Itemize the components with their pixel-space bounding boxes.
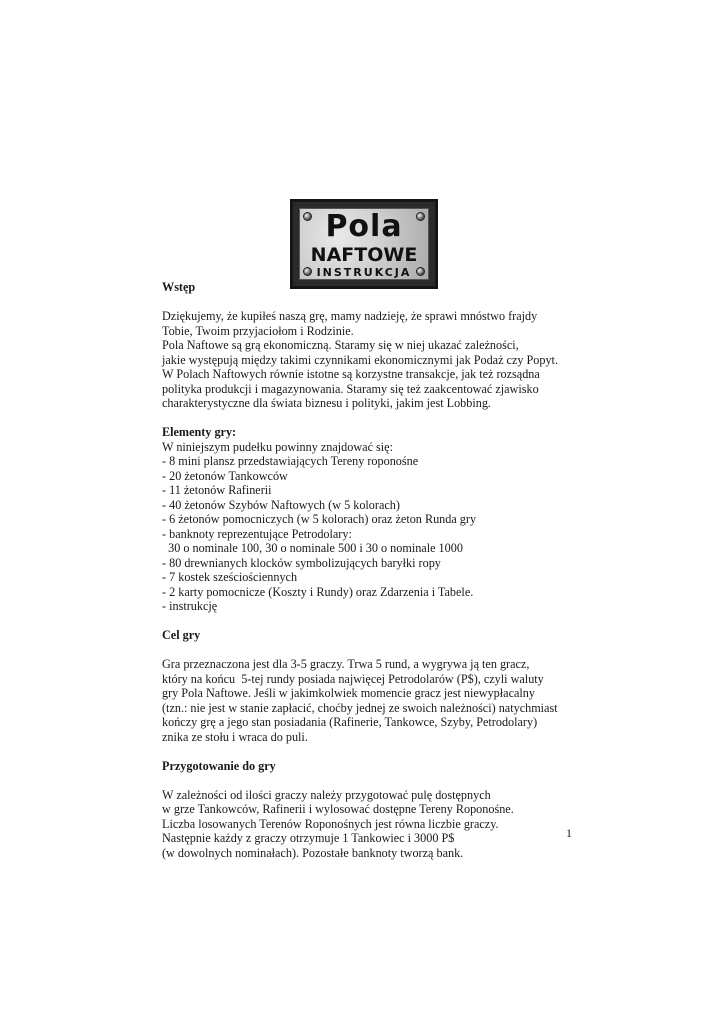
- document-body: [162, 280, 582, 860]
- logo-title: Pola: [325, 209, 403, 244]
- text-line: znika ze stołu i wraca do puli.: [162, 729, 308, 744]
- text-line: Dziękujemy, że kupiłeś naszą grę, mamy nadzieję, że sprawi mnóstwo frajdy: [162, 309, 538, 323]
- list-item: - 40 żetonów Szybów Naftowych (w 5 kolorach): [162, 497, 400, 512]
- section-heading-elements: Elementy gry:: [162, 425, 237, 439]
- logo-subtitle: NAFTOWE: [310, 244, 418, 266]
- list-item: 30 o nominale 100, 30 o nominale 500 i 30 o nominale 1000: [162, 541, 463, 555]
- list-item: - 2 karty pomocnicze (Koszty i Rundy) oraz Zdarzenia i Tabele.: [162, 584, 474, 599]
- goal-text: [162, 657, 582, 744]
- text-line: który na końcu 5-tej rundy posiada najwięcej Petrodolarów (P$), czyli waluty: [162, 671, 544, 686]
- list-item: - banknoty reprezentujące Petrodolary:: [162, 526, 352, 541]
- text-line: Tobie, Twoim przyjaciołom i Rodzinie.: [162, 323, 354, 338]
- logo-plate: [299, 208, 429, 280]
- text-line: (tzn.: nie jest w stanie zapłacić, choćby jednej ze swoich należności) natychmiast: [162, 700, 558, 715]
- text-line: w grze Tankowców, Rafinerii i wylosować dostępne Tereny Roponośne.: [162, 802, 514, 816]
- elements-list: [162, 440, 582, 614]
- list-item: - 8 mini plansz przedstawiających Tereny roponośne: [162, 454, 419, 468]
- text-line: (w dowolnych nominałach). Pozostałe banknoty tworzą bank.: [162, 845, 464, 860]
- list-item: W niniejszym pudełku powinny znajdować się:: [162, 439, 393, 454]
- text-line: polityka produkcji i magazynowania. Staramy się też zaakcentować zjawisko: [162, 381, 539, 396]
- list-item: - 80 drewnianych klocków symbolizujących baryłki ropy: [162, 555, 441, 570]
- text-line: jakie występują między takimi czynnikami ekonomicznymi jak Podaż czy Popyt.: [162, 352, 558, 367]
- section-heading-intro: Wstęp: [162, 280, 196, 294]
- text-line: gry Pola Naftowe. Jeśli w jakimkolwiek momencie gracz jest niewypłacalny: [162, 686, 535, 700]
- text-line: Gra przeznaczona jest dla 3-5 graczy. Trwa 5 rund, a wygrywa ją ten gracz,: [162, 657, 530, 671]
- list-item: - instrukcję: [162, 599, 218, 613]
- text-line: charakterystyczne dla świata biznesu i polityki, jakim jest Lobbing.: [162, 396, 491, 410]
- text-line: kończy grę a jego stan posiadania (Rafinerie, Tankowce, Szyby, Petrodolary): [162, 715, 538, 729]
- list-item: - 20 żetonów Tankowców: [162, 468, 288, 483]
- text-line: Następnie każdy z graczy otrzymuje 1 Tankowiec i 3000 P$: [162, 831, 455, 845]
- game-logo: [290, 199, 438, 289]
- list-item: - 11 żetonów Rafinerii: [162, 483, 272, 497]
- section-heading-setup: Przygotowanie do gry: [162, 758, 276, 773]
- page-number: 1: [566, 826, 572, 840]
- intro-text: [162, 309, 582, 411]
- setup-text: [162, 788, 582, 861]
- text-line: W Polach Naftowych równie istotne są korzystne transakcje, jak też rozsądna: [162, 367, 540, 381]
- list-item: - 7 kostek sześciościennych: [162, 570, 298, 584]
- section-heading-goal: Cel gry: [162, 628, 201, 642]
- text-line: Liczba losowanych Terenów Roponośnych jest równa liczbie graczy.: [162, 816, 499, 831]
- logo-caption: INSTRUKCJA: [316, 266, 412, 279]
- text-line: Pola Naftowe są grą ekonomiczną. Staramy się w niej ukazać zależności,: [162, 338, 519, 352]
- text-line: W zależności od ilości graczy należy przygotować pulę dostępnych: [162, 787, 491, 802]
- list-item: - 6 żetonów pomocniczych (w 5 kolorach) oraz żeton Runda gry: [162, 512, 477, 526]
